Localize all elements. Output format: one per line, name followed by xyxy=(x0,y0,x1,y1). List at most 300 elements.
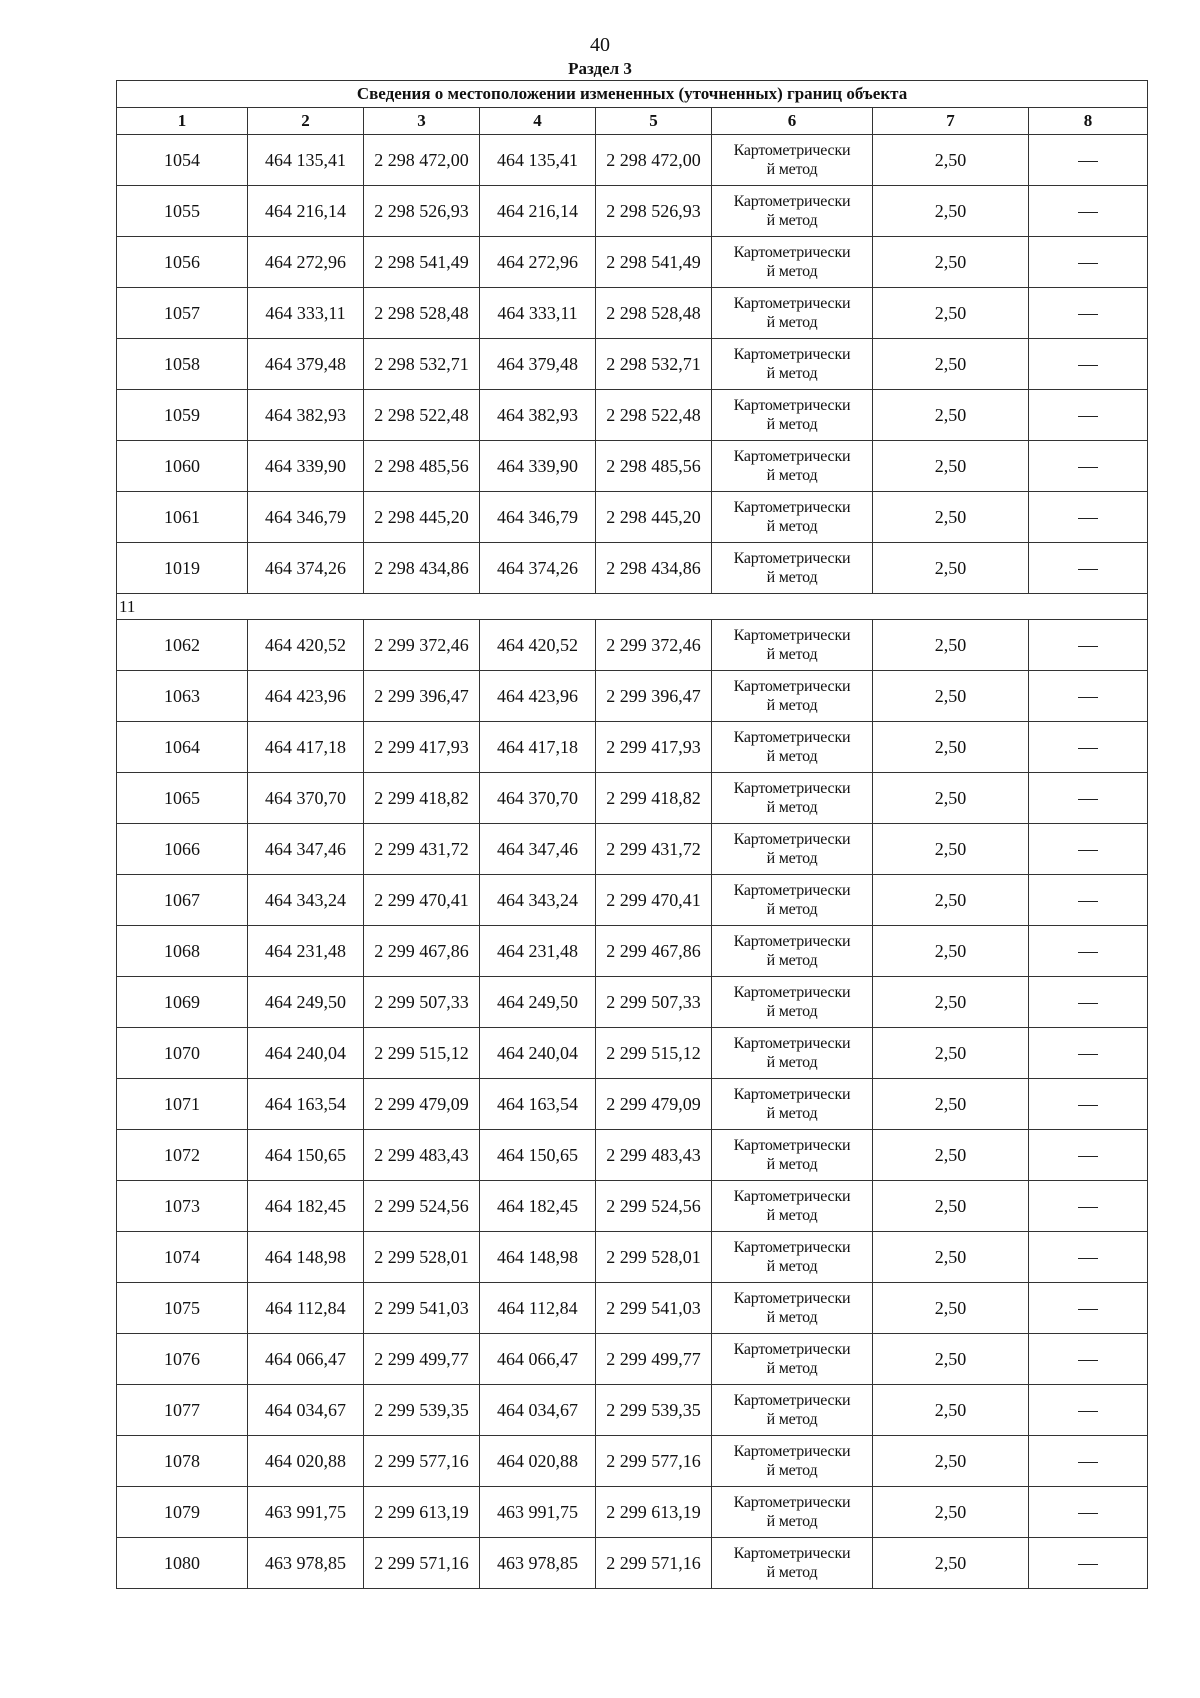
updated-y-coordinate: 2 299 507,33 xyxy=(596,977,712,1028)
method-cell xyxy=(712,1028,873,1079)
updated-x-coordinate: 464 249,50 xyxy=(480,977,596,1028)
existing-y-coordinate: 2 298 526,93 xyxy=(364,186,480,237)
method-line-1: Картометрически xyxy=(733,1239,851,1256)
accuracy-value: 2,50 xyxy=(873,926,1029,977)
accuracy-value: 2,50 xyxy=(873,1232,1029,1283)
existing-y-coordinate: 2 299 418,82 xyxy=(364,773,480,824)
method-line-1: Картометрически xyxy=(733,1137,851,1154)
boundary-coordinates-table xyxy=(116,80,1148,1589)
empty-value-cell xyxy=(1029,1487,1148,1538)
method-text xyxy=(712,1034,872,1072)
method-text xyxy=(712,1238,872,1276)
dash-mark xyxy=(1078,697,1098,698)
column-header: 8 xyxy=(1029,108,1148,135)
method-text xyxy=(712,141,872,179)
updated-x-coordinate: 464 420,52 xyxy=(480,620,596,671)
table-row xyxy=(117,441,1148,492)
updated-x-coordinate: 464 182,45 xyxy=(480,1181,596,1232)
column-header: 7 xyxy=(873,108,1029,135)
method-text xyxy=(712,677,872,715)
dash-mark xyxy=(1078,1309,1098,1310)
method-cell xyxy=(712,722,873,773)
table-row xyxy=(117,492,1148,543)
point-number: 1062 xyxy=(117,620,248,671)
accuracy-value: 2,50 xyxy=(873,620,1029,671)
method-line-1: Картометрически xyxy=(733,729,851,746)
accuracy-value: 2,50 xyxy=(873,237,1029,288)
updated-x-coordinate: 464 231,48 xyxy=(480,926,596,977)
method-line-2: й метод xyxy=(766,1564,818,1581)
method-cell xyxy=(712,1385,873,1436)
point-number: 1078 xyxy=(117,1436,248,1487)
dash-mark xyxy=(1078,901,1098,902)
method-line-2: й метод xyxy=(766,1105,818,1122)
updated-x-coordinate: 464 135,41 xyxy=(480,135,596,186)
updated-x-coordinate: 464 347,46 xyxy=(480,824,596,875)
table-row xyxy=(117,135,1148,186)
accuracy-value: 2,50 xyxy=(873,671,1029,722)
updated-y-coordinate: 2 299 515,12 xyxy=(596,1028,712,1079)
accuracy-value: 2,50 xyxy=(873,1385,1029,1436)
existing-y-coordinate: 2 298 472,00 xyxy=(364,135,480,186)
method-line-1: Картометрически xyxy=(733,244,851,261)
method-text xyxy=(712,1391,872,1429)
empty-value-cell xyxy=(1029,977,1148,1028)
dash-mark xyxy=(1078,952,1098,953)
accuracy-value: 2,50 xyxy=(873,1538,1029,1589)
existing-y-coordinate: 2 299 417,93 xyxy=(364,722,480,773)
method-line-2: й метод xyxy=(766,1360,818,1377)
accuracy-value: 2,50 xyxy=(873,1283,1029,1334)
method-line-1: Картометрически xyxy=(733,1341,851,1358)
method-cell xyxy=(712,1436,873,1487)
existing-x-coordinate: 464 343,24 xyxy=(248,875,364,926)
dash-mark xyxy=(1078,1003,1098,1004)
method-text xyxy=(712,1544,872,1582)
existing-x-coordinate: 464 231,48 xyxy=(248,926,364,977)
method-cell xyxy=(712,1283,873,1334)
updated-y-coordinate: 2 299 479,09 xyxy=(596,1079,712,1130)
dash-mark xyxy=(1078,1360,1098,1361)
updated-y-coordinate: 2 298 528,48 xyxy=(596,288,712,339)
existing-y-coordinate: 2 298 541,49 xyxy=(364,237,480,288)
point-number: 1066 xyxy=(117,824,248,875)
method-line-2: й метод xyxy=(766,212,818,229)
existing-y-coordinate: 2 299 571,16 xyxy=(364,1538,480,1589)
updated-y-coordinate: 2 298 434,86 xyxy=(596,543,712,594)
method-cell xyxy=(712,671,873,722)
dash-mark xyxy=(1078,161,1098,162)
table-row xyxy=(117,1334,1148,1385)
empty-value-cell xyxy=(1029,441,1148,492)
table-row xyxy=(117,543,1148,594)
method-cell xyxy=(712,773,873,824)
method-cell xyxy=(712,1487,873,1538)
point-number: 1060 xyxy=(117,441,248,492)
point-number: 1068 xyxy=(117,926,248,977)
updated-y-coordinate: 2 299 539,35 xyxy=(596,1385,712,1436)
existing-x-coordinate: 464 020,88 xyxy=(248,1436,364,1487)
existing-y-coordinate: 2 299 372,46 xyxy=(364,620,480,671)
existing-y-coordinate: 2 299 479,09 xyxy=(364,1079,480,1130)
dash-mark xyxy=(1078,569,1098,570)
column-header: 2 xyxy=(248,108,364,135)
dash-mark xyxy=(1078,1258,1098,1259)
method-cell xyxy=(712,135,873,186)
existing-y-coordinate: 2 299 539,35 xyxy=(364,1385,480,1436)
method-cell xyxy=(712,1538,873,1589)
dash-mark xyxy=(1078,1156,1098,1157)
existing-x-coordinate: 464 135,41 xyxy=(248,135,364,186)
method-line-1: Картометрически xyxy=(733,346,851,363)
existing-x-coordinate: 464 150,65 xyxy=(248,1130,364,1181)
method-text xyxy=(712,728,872,766)
method-line-1: Картометрически xyxy=(733,1290,851,1307)
dash-mark xyxy=(1078,314,1098,315)
table-row xyxy=(117,824,1148,875)
existing-y-coordinate: 2 299 524,56 xyxy=(364,1181,480,1232)
updated-x-coordinate: 464 240,04 xyxy=(480,1028,596,1079)
existing-x-coordinate: 464 112,84 xyxy=(248,1283,364,1334)
column-header: 3 xyxy=(364,108,480,135)
method-text xyxy=(712,983,872,1021)
column-header: 5 xyxy=(596,108,712,135)
accuracy-value: 2,50 xyxy=(873,977,1029,1028)
table-row xyxy=(117,977,1148,1028)
dash-mark xyxy=(1078,799,1098,800)
updated-y-coordinate: 2 298 526,93 xyxy=(596,186,712,237)
updated-x-coordinate: 464 020,88 xyxy=(480,1436,596,1487)
updated-x-coordinate: 464 066,47 xyxy=(480,1334,596,1385)
dash-mark xyxy=(1078,1411,1098,1412)
method-cell xyxy=(712,824,873,875)
dash-mark xyxy=(1078,646,1098,647)
dash-mark xyxy=(1078,1054,1098,1055)
updated-x-coordinate: 463 991,75 xyxy=(480,1487,596,1538)
updated-y-coordinate: 2 299 528,01 xyxy=(596,1232,712,1283)
method-text xyxy=(712,447,872,485)
existing-y-coordinate: 2 299 515,12 xyxy=(364,1028,480,1079)
table-row xyxy=(117,1385,1148,1436)
updated-x-coordinate: 464 333,11 xyxy=(480,288,596,339)
point-number: 1079 xyxy=(117,1487,248,1538)
empty-value-cell xyxy=(1029,288,1148,339)
dash-mark xyxy=(1078,1564,1098,1565)
accuracy-value: 2,50 xyxy=(873,1181,1029,1232)
dash-mark xyxy=(1078,365,1098,366)
existing-x-coordinate: 464 417,18 xyxy=(248,722,364,773)
point-number: 1069 xyxy=(117,977,248,1028)
method-line-2: й метод xyxy=(766,365,818,382)
updated-y-coordinate: 2 299 524,56 xyxy=(596,1181,712,1232)
updated-y-coordinate: 2 298 485,56 xyxy=(596,441,712,492)
existing-x-coordinate: 464 163,54 xyxy=(248,1079,364,1130)
method-text xyxy=(712,779,872,817)
method-line-1: Картометрически xyxy=(733,1443,851,1460)
method-line-1: Картометрически xyxy=(733,984,851,1001)
method-line-1: Картометрически xyxy=(733,1494,851,1511)
updated-x-coordinate: 464 379,48 xyxy=(480,339,596,390)
point-number: 1071 xyxy=(117,1079,248,1130)
method-text xyxy=(712,498,872,536)
method-text xyxy=(712,932,872,970)
method-text xyxy=(712,1187,872,1225)
method-line-1: Картометрически xyxy=(733,678,851,695)
existing-y-coordinate: 2 298 445,20 xyxy=(364,492,480,543)
column-header: 4 xyxy=(480,108,596,135)
existing-x-coordinate: 464 347,46 xyxy=(248,824,364,875)
method-cell xyxy=(712,620,873,671)
updated-x-coordinate: 464 417,18 xyxy=(480,722,596,773)
accuracy-value: 2,50 xyxy=(873,1130,1029,1181)
method-text xyxy=(712,345,872,383)
method-text xyxy=(712,626,872,664)
point-number: 1057 xyxy=(117,288,248,339)
existing-x-coordinate: 464 240,04 xyxy=(248,1028,364,1079)
existing-x-coordinate: 464 034,67 xyxy=(248,1385,364,1436)
dash-mark xyxy=(1078,1462,1098,1463)
empty-value-cell xyxy=(1029,875,1148,926)
method-cell xyxy=(712,339,873,390)
updated-x-coordinate: 464 272,96 xyxy=(480,237,596,288)
updated-y-coordinate: 2 299 467,86 xyxy=(596,926,712,977)
method-cell xyxy=(712,441,873,492)
table-row xyxy=(117,1079,1148,1130)
method-cell xyxy=(712,288,873,339)
updated-y-coordinate: 2 298 532,71 xyxy=(596,339,712,390)
updated-x-coordinate: 464 216,14 xyxy=(480,186,596,237)
method-line-1: Картометрически xyxy=(733,397,851,414)
table-row xyxy=(117,339,1148,390)
empty-value-cell xyxy=(1029,1181,1148,1232)
updated-y-coordinate: 2 298 445,20 xyxy=(596,492,712,543)
method-line-2: й метод xyxy=(766,748,818,765)
updated-y-coordinate: 2 299 571,16 xyxy=(596,1538,712,1589)
updated-y-coordinate: 2 299 577,16 xyxy=(596,1436,712,1487)
empty-value-cell xyxy=(1029,492,1148,543)
accuracy-value: 2,50 xyxy=(873,722,1029,773)
point-number: 1077 xyxy=(117,1385,248,1436)
column-header: 1 xyxy=(117,108,248,135)
dash-mark xyxy=(1078,263,1098,264)
table-row xyxy=(117,186,1148,237)
method-text xyxy=(712,396,872,434)
empty-value-cell xyxy=(1029,824,1148,875)
method-text xyxy=(712,1340,872,1378)
existing-y-coordinate: 2 299 507,33 xyxy=(364,977,480,1028)
updated-x-coordinate: 464 034,67 xyxy=(480,1385,596,1436)
point-number: 1063 xyxy=(117,671,248,722)
method-line-2: й метод xyxy=(766,314,818,331)
dash-mark xyxy=(1078,416,1098,417)
table-row xyxy=(117,671,1148,722)
method-text xyxy=(712,192,872,230)
method-line-1: Картометрически xyxy=(733,1086,851,1103)
existing-x-coordinate: 464 370,70 xyxy=(248,773,364,824)
point-number: 1076 xyxy=(117,1334,248,1385)
empty-value-cell xyxy=(1029,1334,1148,1385)
contour-group-row xyxy=(117,594,1148,620)
method-line-1: Картометрически xyxy=(733,1035,851,1052)
accuracy-value: 2,50 xyxy=(873,543,1029,594)
empty-value-cell xyxy=(1029,722,1148,773)
method-cell xyxy=(712,1079,873,1130)
existing-x-coordinate: 464 148,98 xyxy=(248,1232,364,1283)
updated-x-coordinate: 464 374,26 xyxy=(480,543,596,594)
method-line-2: й метод xyxy=(766,263,818,280)
existing-y-coordinate: 2 298 522,48 xyxy=(364,390,480,441)
method-text xyxy=(712,1493,872,1531)
table-row xyxy=(117,1487,1148,1538)
existing-x-coordinate: 464 272,96 xyxy=(248,237,364,288)
method-cell xyxy=(712,390,873,441)
dash-mark xyxy=(1078,1513,1098,1514)
method-line-2: й метод xyxy=(766,416,818,433)
accuracy-value: 2,50 xyxy=(873,288,1029,339)
empty-value-cell xyxy=(1029,773,1148,824)
empty-value-cell xyxy=(1029,1436,1148,1487)
method-line-2: й метод xyxy=(766,1003,818,1020)
method-line-2: й метод xyxy=(766,697,818,714)
empty-value-cell xyxy=(1029,543,1148,594)
method-text xyxy=(712,830,872,868)
method-line-1: Картометрически xyxy=(733,550,851,567)
method-line-2: й метод xyxy=(766,1258,818,1275)
table-row xyxy=(117,1232,1148,1283)
empty-value-cell xyxy=(1029,926,1148,977)
table-row xyxy=(117,1130,1148,1181)
table-row xyxy=(117,1181,1148,1232)
column-header: 6 xyxy=(712,108,873,135)
empty-value-cell xyxy=(1029,135,1148,186)
accuracy-value: 2,50 xyxy=(873,1436,1029,1487)
table-row xyxy=(117,1436,1148,1487)
table-row xyxy=(117,875,1148,926)
method-cell xyxy=(712,237,873,288)
method-cell xyxy=(712,926,873,977)
existing-x-coordinate: 464 216,14 xyxy=(248,186,364,237)
updated-y-coordinate: 2 299 417,93 xyxy=(596,722,712,773)
method-line-2: й метод xyxy=(766,518,818,535)
method-line-1: Картометрически xyxy=(733,933,851,950)
point-number: 1059 xyxy=(117,390,248,441)
updated-x-coordinate: 464 343,24 xyxy=(480,875,596,926)
table-row xyxy=(117,926,1148,977)
dash-mark xyxy=(1078,1207,1098,1208)
method-text xyxy=(712,243,872,281)
point-number: 1067 xyxy=(117,875,248,926)
existing-x-coordinate: 464 249,50 xyxy=(248,977,364,1028)
point-number: 1061 xyxy=(117,492,248,543)
point-number: 1073 xyxy=(117,1181,248,1232)
point-number: 1055 xyxy=(117,186,248,237)
existing-x-coordinate: 464 420,52 xyxy=(248,620,364,671)
method-line-1: Картометрически xyxy=(733,1392,851,1409)
existing-y-coordinate: 2 298 528,48 xyxy=(364,288,480,339)
accuracy-value: 2,50 xyxy=(873,492,1029,543)
existing-x-coordinate: 464 379,48 xyxy=(248,339,364,390)
table-row xyxy=(117,1028,1148,1079)
existing-x-coordinate: 464 333,11 xyxy=(248,288,364,339)
updated-x-coordinate: 464 148,98 xyxy=(480,1232,596,1283)
point-number: 1054 xyxy=(117,135,248,186)
contour-number: 11 xyxy=(117,594,1148,620)
updated-y-coordinate: 2 298 522,48 xyxy=(596,390,712,441)
empty-value-cell xyxy=(1029,1283,1148,1334)
method-line-2: й метод xyxy=(766,1156,818,1173)
point-number: 1070 xyxy=(117,1028,248,1079)
point-number: 1080 xyxy=(117,1538,248,1589)
empty-value-cell xyxy=(1029,620,1148,671)
updated-y-coordinate: 2 298 472,00 xyxy=(596,135,712,186)
empty-value-cell xyxy=(1029,671,1148,722)
method-line-1: Картометрически xyxy=(733,142,851,159)
method-cell xyxy=(712,492,873,543)
existing-x-coordinate: 464 182,45 xyxy=(248,1181,364,1232)
accuracy-value: 2,50 xyxy=(873,875,1029,926)
updated-y-coordinate: 2 299 418,82 xyxy=(596,773,712,824)
existing-y-coordinate: 2 299 577,16 xyxy=(364,1436,480,1487)
existing-y-coordinate: 2 299 396,47 xyxy=(364,671,480,722)
method-text xyxy=(712,1136,872,1174)
updated-x-coordinate: 464 150,65 xyxy=(480,1130,596,1181)
existing-y-coordinate: 2 298 434,86 xyxy=(364,543,480,594)
accuracy-value: 2,50 xyxy=(873,773,1029,824)
table-row xyxy=(117,773,1148,824)
table-row xyxy=(117,288,1148,339)
method-line-1: Картометрически xyxy=(733,831,851,848)
accuracy-value: 2,50 xyxy=(873,186,1029,237)
method-cell xyxy=(712,186,873,237)
method-cell xyxy=(712,1130,873,1181)
method-line-1: Картометрически xyxy=(733,448,851,465)
point-number: 1072 xyxy=(117,1130,248,1181)
method-line-2: й метод xyxy=(766,901,818,918)
existing-y-coordinate: 2 299 431,72 xyxy=(364,824,480,875)
existing-x-coordinate: 464 066,47 xyxy=(248,1334,364,1385)
updated-y-coordinate: 2 299 483,43 xyxy=(596,1130,712,1181)
method-line-2: й метод xyxy=(766,646,818,663)
accuracy-value: 2,50 xyxy=(873,1487,1029,1538)
existing-x-coordinate: 464 382,93 xyxy=(248,390,364,441)
updated-y-coordinate: 2 299 431,72 xyxy=(596,824,712,875)
dash-mark xyxy=(1078,212,1098,213)
updated-x-coordinate: 464 370,70 xyxy=(480,773,596,824)
dash-mark xyxy=(1078,748,1098,749)
method-line-2: й метод xyxy=(766,1462,818,1479)
point-number: 1065 xyxy=(117,773,248,824)
method-text xyxy=(712,294,872,332)
section-title: Раздел 3 xyxy=(568,59,632,78)
empty-value-cell xyxy=(1029,1079,1148,1130)
existing-x-coordinate: 464 374,26 xyxy=(248,543,364,594)
method-line-1: Картометрически xyxy=(733,780,851,797)
accuracy-value: 2,50 xyxy=(873,441,1029,492)
empty-value-cell xyxy=(1029,1130,1148,1181)
point-number: 1074 xyxy=(117,1232,248,1283)
method-line-1: Картометрически xyxy=(733,1188,851,1205)
empty-value-cell xyxy=(1029,1028,1148,1079)
method-text xyxy=(712,1442,872,1480)
method-line-1: Картометрически xyxy=(733,627,851,644)
accuracy-value: 2,50 xyxy=(873,135,1029,186)
method-line-2: й метод xyxy=(766,467,818,484)
accuracy-value: 2,50 xyxy=(873,390,1029,441)
accuracy-value: 2,50 xyxy=(873,1028,1029,1079)
existing-y-coordinate: 2 299 613,19 xyxy=(364,1487,480,1538)
updated-y-coordinate: 2 298 541,49 xyxy=(596,237,712,288)
table-body xyxy=(117,135,1148,1589)
